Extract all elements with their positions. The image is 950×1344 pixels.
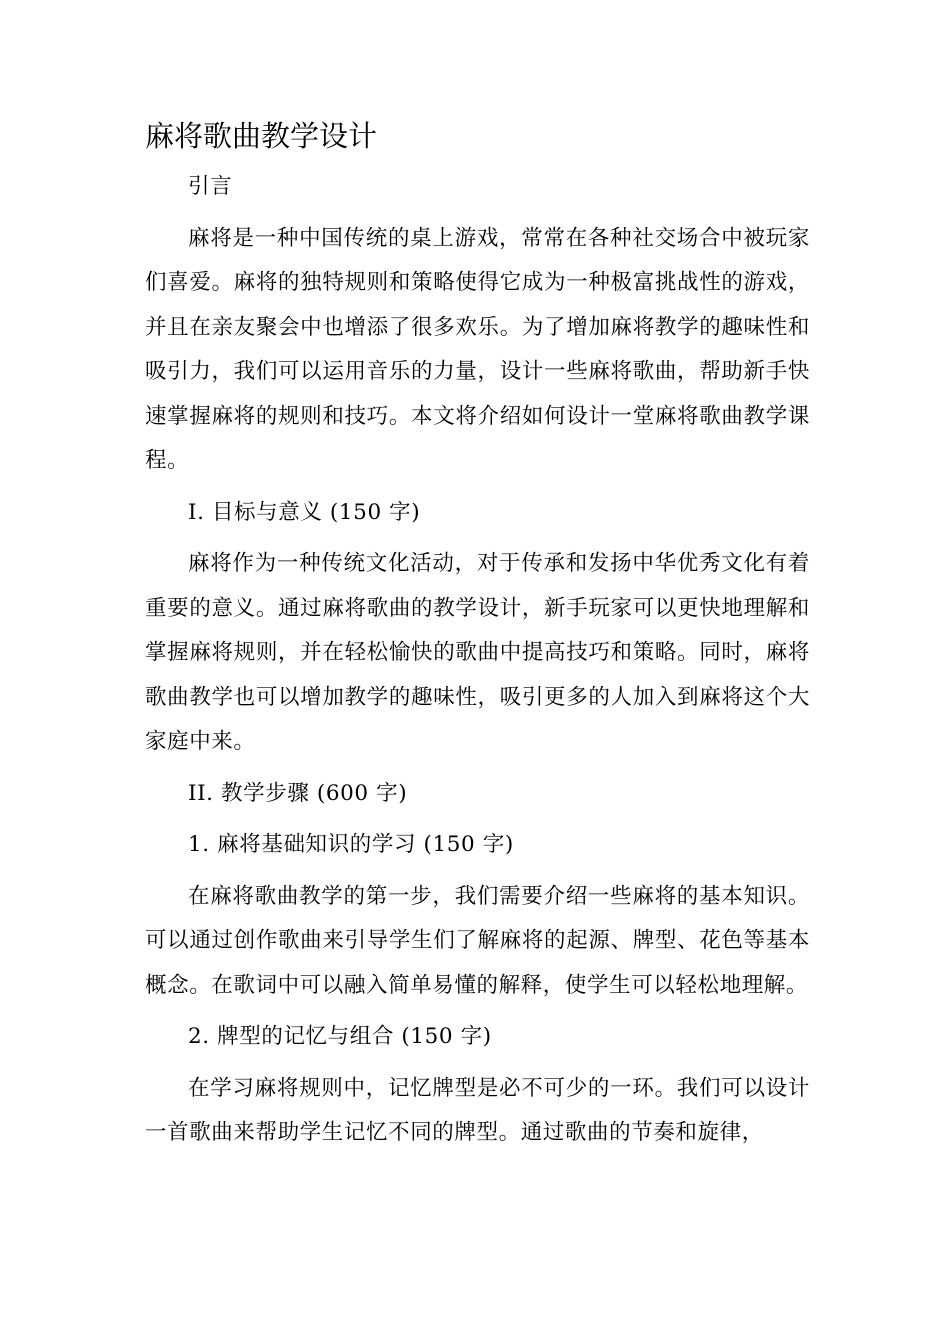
section2-heading: II. 教学步骤 (600 字) — [188, 780, 408, 806]
intro-heading: 引言 — [188, 174, 233, 199]
step2-paragraph: 在学习麻将规则中，记忆牌型是必不可少的一环。我们可以设计一首歌曲来帮助学生记忆不同的牌型。通过歌曲的节奏和旋律， — [145, 1075, 810, 1145]
document-body — [145, 110, 810, 1163]
intro-paragraph: 麻将是一种中国传统的桌上游戏，常常在各种社交场合中被玩家们喜爱。麻将的独特规则和策略使得它成为一种极富挑战性的游戏，并且在亲友聚会中也增添了很多欢乐。为了增加麻将教学的趣味性和吸引力，我们可以运用音乐的力量，设计一些麻将歌曲，帮助新手快速掌握麻将的规则和技巧。本文将介绍如何设计一堂麻将歌曲教学课程。 — [145, 225, 810, 473]
document-title: 麻将歌曲教学设计 — [145, 119, 378, 153]
step1-heading: 1. 麻将基础知识的学习 (150 字) — [188, 832, 514, 857]
section1-paragraph: 麻将作为一种传统文化活动，对于传承和发扬中华优秀文化有着重要的意义。通过麻将歌曲的教学设计，新手玩家可以更快地理解和掌握麻将规则，并在轻松愉快的歌曲中提高技巧和策略。同时，麻将歌曲教学也可以增加教学的趣味性，吸引更多的人加入到麻将这个大家庭中来。 — [145, 551, 810, 754]
step2-heading: 2. 牌型的记忆与组合 (150 字) — [188, 1024, 492, 1049]
step1-paragraph: 在麻将歌曲教学的第一步，我们需要介绍一些麻将的基本知识。可以通过创作歌曲来引导学生们了解麻将的起源、牌型、花色等基本概念。在歌词中可以融入简单易懂的解释，使学生可以轻松地理解。 — [145, 883, 810, 998]
section1-heading: I. 目标与意义 (150 字) — [188, 499, 421, 525]
